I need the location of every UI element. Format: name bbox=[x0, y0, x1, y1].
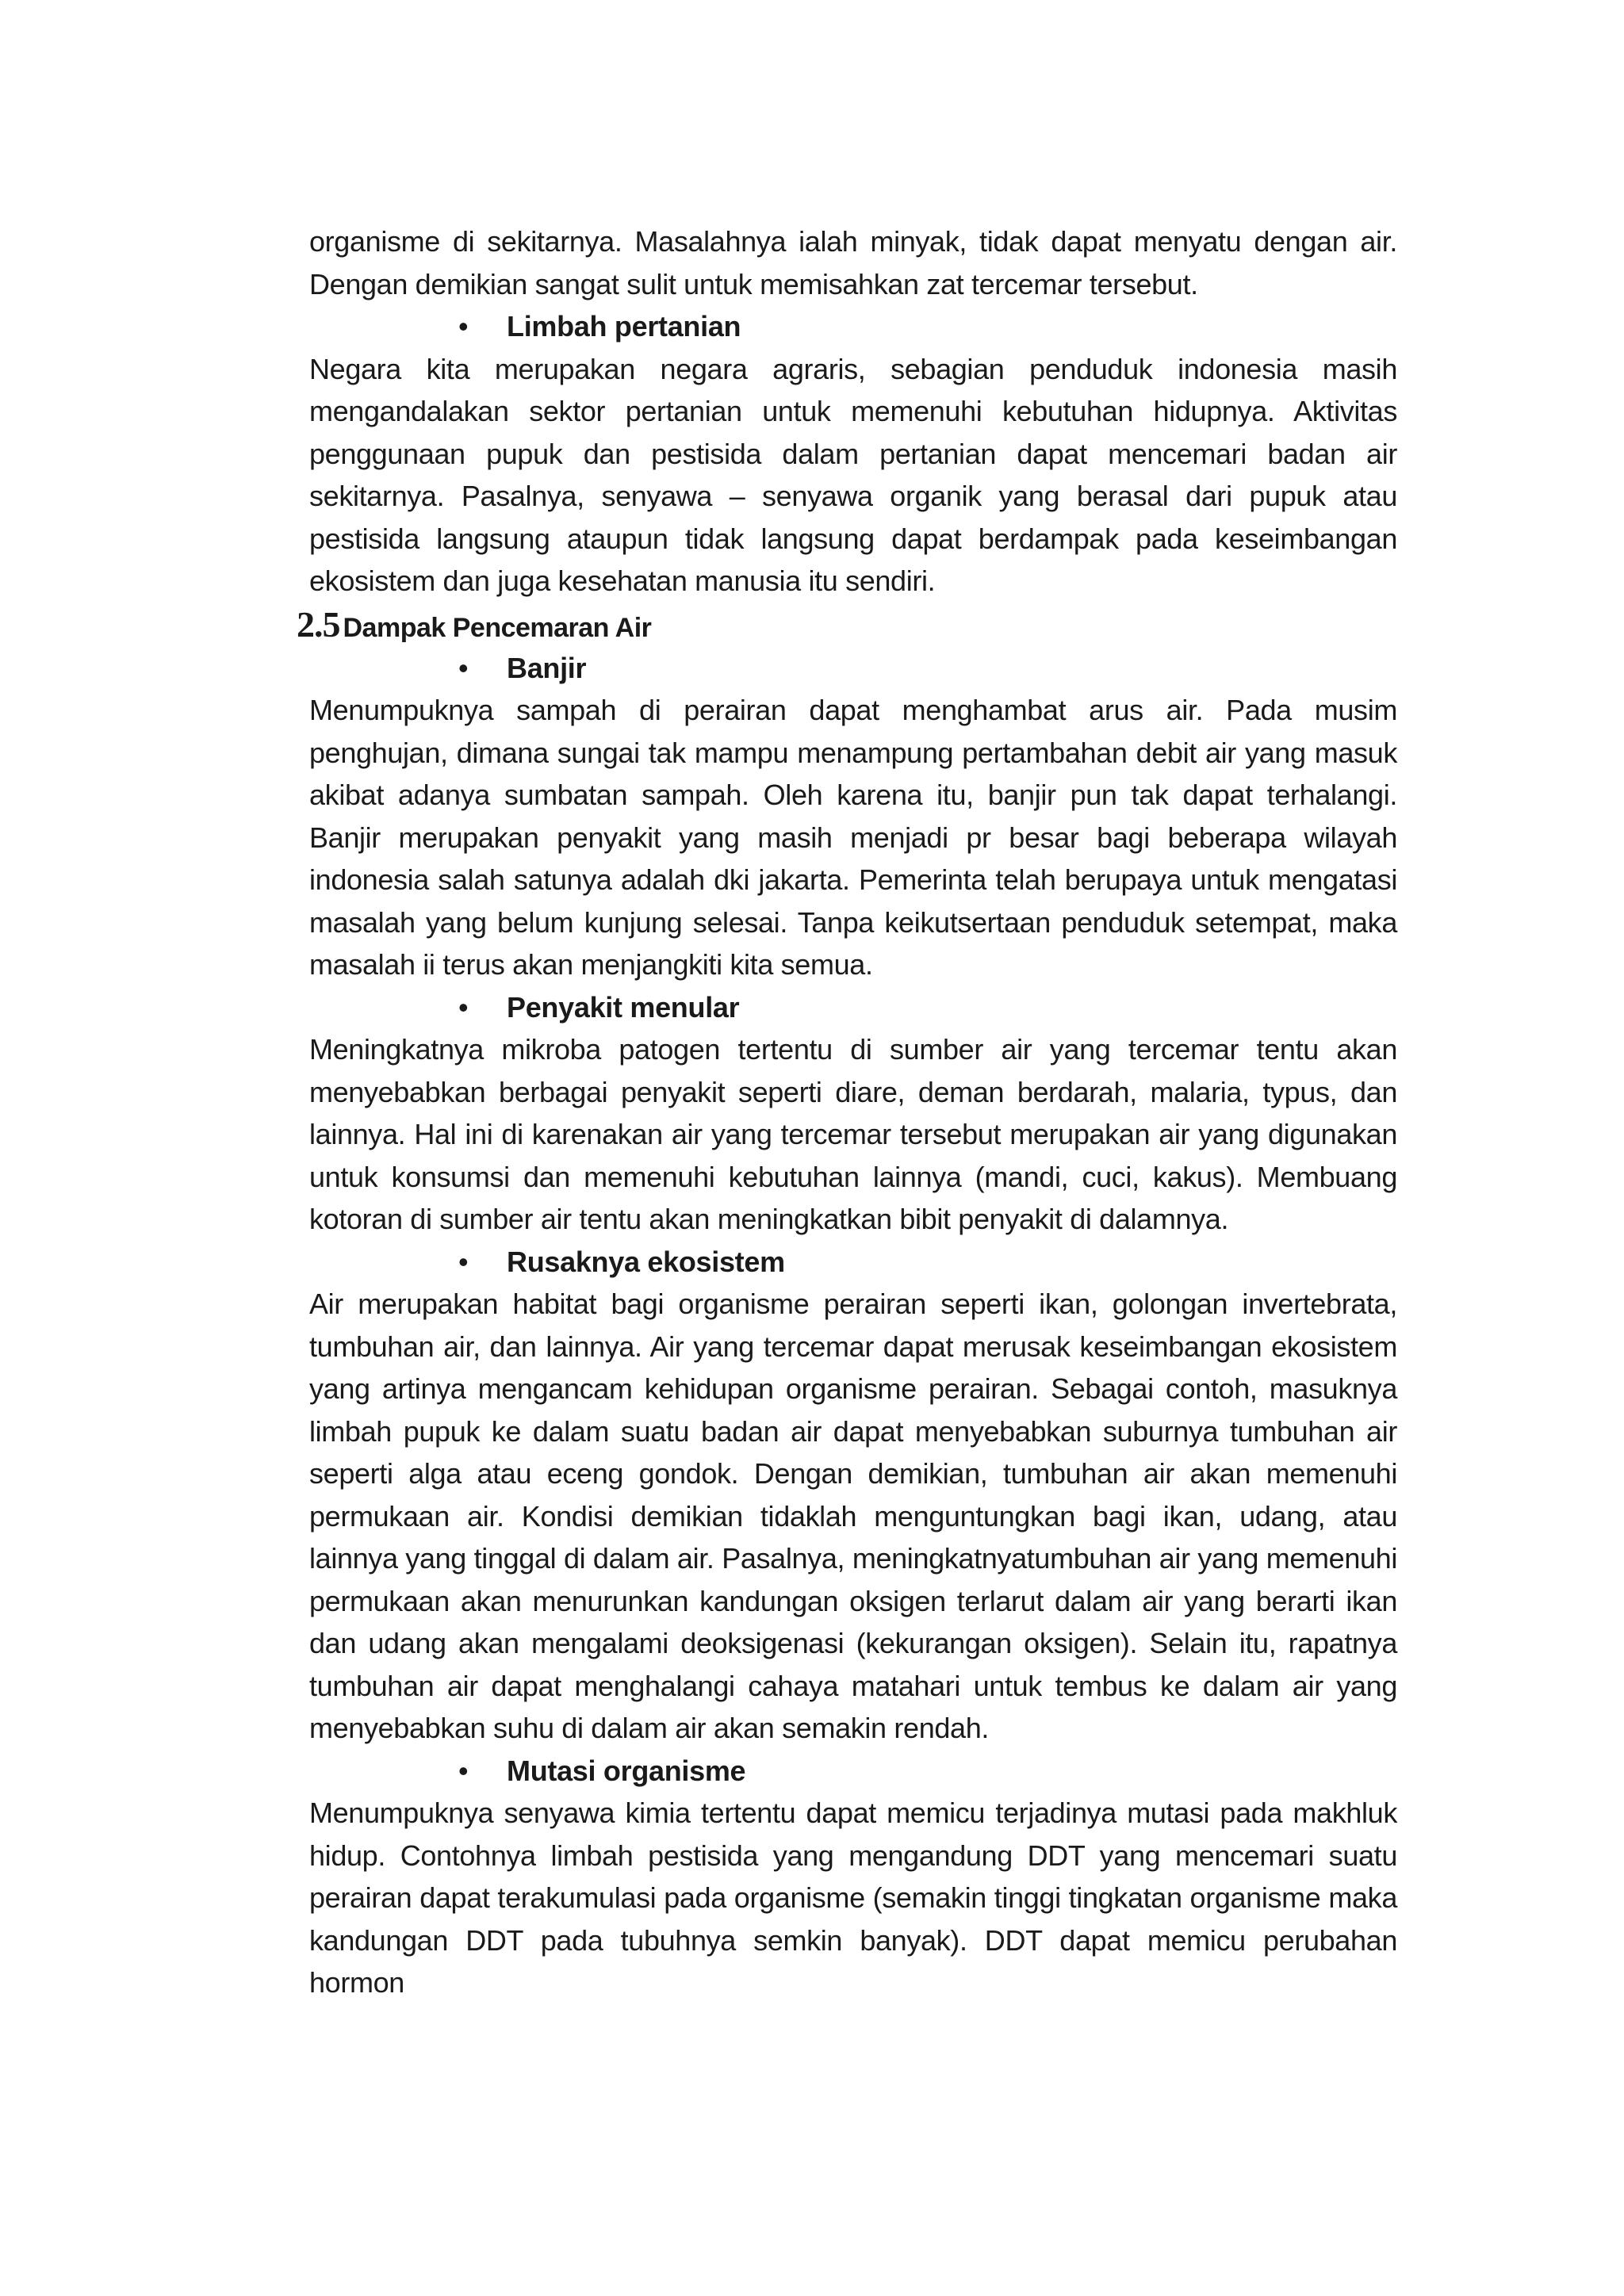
section-heading bbox=[297, 603, 1397, 647]
bullet-title: Penyakit menular bbox=[507, 990, 740, 1024]
mutasi-organisme-paragraph: Menumpuknya senyawa kimia tertentu dapat memicu terjadinya mutasi pada makhluk hidup. Contohnya limbah pestisida yang mengandung DDT yang mencemari suatu perairan dapat terakumulasi pada organisme (semakin tinggi tingkatan organisme maka kandungan DDT pada tubuhnya semkin banyak). DDT dapat memicu perubahan hormon bbox=[309, 1797, 1397, 1999]
bullet-title: Limbah pertanian bbox=[507, 310, 741, 342]
section-number: 2.5 bbox=[297, 603, 340, 645]
bullet-title: Mutasi organisme bbox=[507, 1754, 746, 1787]
bullet-rusaknya-ekosistem bbox=[309, 1241, 1397, 1284]
bullet-dot-icon: • bbox=[458, 651, 469, 684]
bullet-title: Rusaknya ekosistem bbox=[507, 1245, 785, 1278]
bullet-title: Banjir bbox=[507, 651, 587, 684]
bullet-dot-icon: • bbox=[458, 1245, 469, 1278]
intro-paragraph: organisme di sekitarnya. Masalahnya ialah minyak, tidak dapat menyatu dengan air. Dengan demikian sangat sulit untuk memisahkan zat tercemar tersebut. bbox=[309, 225, 1397, 300]
rusaknya-ekosistem-paragraph: Air merupakan habitat bagi organisme perairan seperti ikan, golongan invertebrata, tumbuhan air, dan lainnya. Air yang tercemar dapat merusak keseimbangan ekosistem yang artinya mengancam kehidupan organisme perairan. Sebagai contoh, masuknya limbah pupuk ke dalam suatu badan air dapat menyebabkan suburnya tumbuhan air seperti alga atau eceng gondok. Dengan demikian, tumbuhan air akan memenuhi permukaan air. Kondisi demikian tidaklah menguntungkan bagi ikan, udang, atau lainnya yang tinggal di dalam air. Pasalnya, meningkatnyatumbuhan air yang memenuhi permukaan akan menurunkan kandungan oksigen terlarut dalam air yang berarti ikan dan udang akan mengalami deoksigenasi (kekurangan oksigen). Selain itu, rapatnya tumbuhan air dapat menghalangi cahaya matahari untuk tembus ke dalam air yang menyebabkan suhu di dalam air akan semakin rendah. bbox=[309, 1288, 1397, 1744]
bullet-penyakit-menular bbox=[309, 986, 1397, 1029]
bullet-dot-icon: • bbox=[458, 990, 469, 1024]
bullet-dot-icon: • bbox=[458, 310, 469, 342]
bullet-mutasi-organisme bbox=[309, 1750, 1397, 1793]
bullet-limbah-pertanian bbox=[309, 305, 1397, 348]
limbah-pertanian-paragraph: Negara kita merupakan negara agraris, sebagian penduduk indonesia masih mengandalakan sektor pertanian untuk memenuhi kebutuhan hidupnya. Aktivitas penggunaan pupuk dan pestisida dalam pertanian dapat mencemari badan air sekitarnya. Pasalnya, senyawa – senyawa organik yang berasal dari pupuk atau pestisida langsung ataupun tidak langsung dapat berdampak pada keseimbangan ekosistem dan juga kesehatan manusia itu sendiri. bbox=[309, 352, 1397, 597]
document-page bbox=[297, 220, 1397, 2004]
bullet-banjir bbox=[309, 647, 1397, 690]
penyakit-menular-paragraph: Meningkatnya mikroba patogen tertentu di sumber air yang tercemar tentu akan menyebabkan berbagai penyakit seperti diare, deman berdarah, malaria, typus, dan lainnya. Hal ini di karenakan air yang tercemar tersebut merupakan air yang digunakan untuk konsumsi dan memenuhi kebutuhan lainnya (mandi, cuci, kakus). Membuang kotoran di sumber air tentu akan meningkatkan bibit penyakit di dalamnya. bbox=[309, 1033, 1397, 1235]
banjir-paragraph: Menumpuknya sampah di perairan dapat menghambat arus air. Pada musim penghujan, dimana sungai tak mampu menampung pertambahan debit air yang masuk akibat adanya sumbatan sampah. Oleh karena itu, banjir pun tak dapat terhalangi. Banjir merupakan penyakit yang masih menjadi pr besar bagi beberapa wilayah indonesia salah satunya adalah dki jakarta. Pemerinta telah berupaya untuk mengatasi masalah yang belum kunjung selesai. Tanpa keikutsertaan penduduk setempat, maka masalah ii terus akan menjangkiti kita semua. bbox=[309, 694, 1397, 981]
bullet-dot-icon: • bbox=[458, 1754, 469, 1787]
section-title: Dampak Pencemaran Air bbox=[343, 612, 652, 643]
